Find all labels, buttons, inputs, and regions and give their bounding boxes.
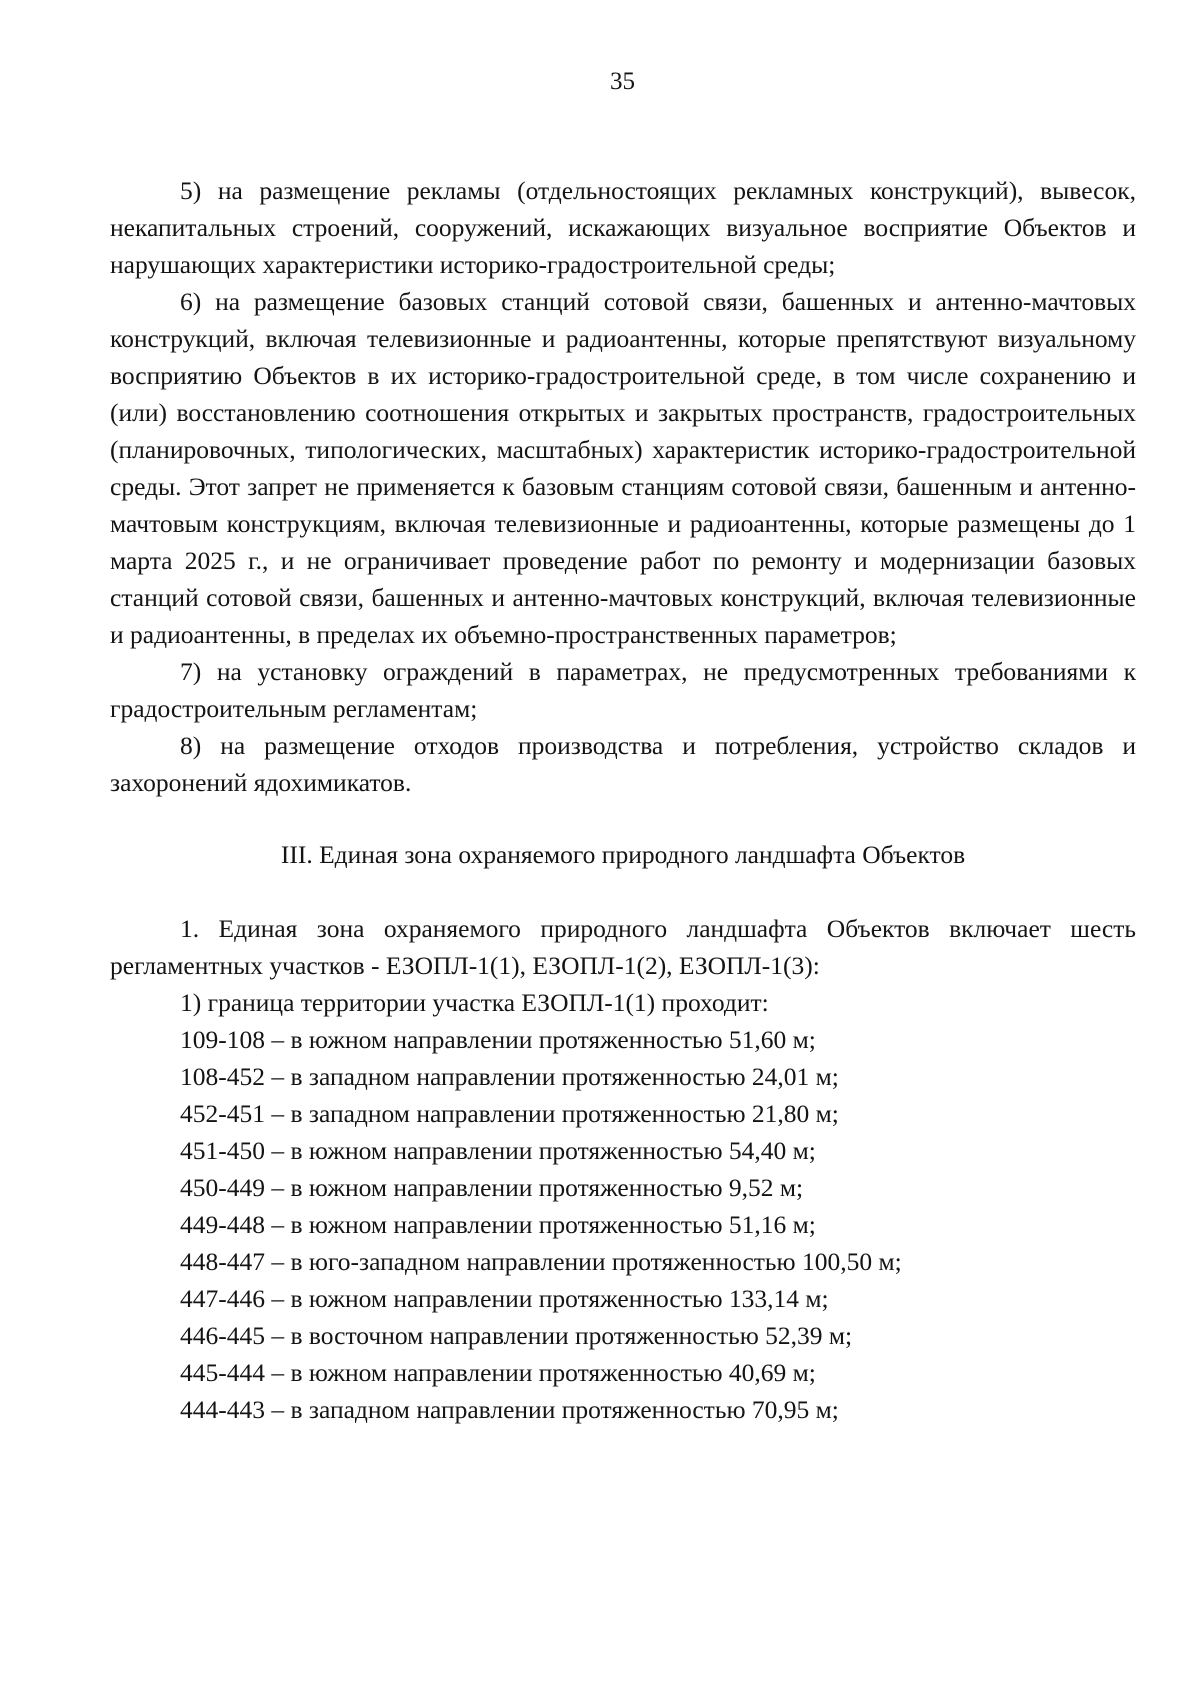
- boundary-segment-line: 452-451 – в западном направлении протяженностью 21,80 м;: [180, 1099, 839, 1128]
- document-body: [110, 172, 1136, 1428]
- paragraph-item-7: 7) на установку ограждений в параметрах, не предусмотренных требованиями к градостроительным регламентам;: [110, 657, 1136, 723]
- boundary-segment-line: 448-447 – в юго-западном направлении протяженностью 100,50 м;: [180, 1247, 902, 1276]
- section-heading: III. Единая зона охраняемого природного ландшафта Объектов: [280, 840, 966, 869]
- boundary-segment-line: 109-108 – в южном направлении протяженностью 51,60 м;: [180, 1025, 816, 1054]
- boundary-segment-line: 450-449 – в южном направлении протяженностью 9,52 м;: [180, 1173, 804, 1202]
- page-number: 35: [610, 68, 635, 95]
- boundary-segment-line: 446-445 – в восточном направлении протяженностью 52,39 м;: [180, 1321, 853, 1350]
- boundary-segment-line: 444-443 – в западном направлении протяженностью 70,95 м;: [180, 1395, 839, 1424]
- boundary-segment-line: 445-444 – в южном направлении протяженностью 40,69 м;: [180, 1358, 816, 1387]
- boundary-segment-line: 451-450 – в южном направлении протяженностью 54,40 м;: [180, 1136, 816, 1165]
- paragraph-item-8: 8) на размещение отходов производства и потребления, устройство складов и захоронений ядохимикатов.: [110, 731, 1136, 797]
- boundary-segment-line: 108-452 – в западном направлении протяженностью 24,01 м;: [180, 1062, 839, 1091]
- paragraph-item-6: 6) на размещение базовых станций сотовой связи, башенных и антенно-мачтовых конструкций, включая телевизионные и радиоантенны, которые препятствуют визуальному восприятию Объектов в их историко-градостроительной среде, в том числе сохранению и (или) восстановлению соотношения открытых и закрытых пространств, градостроительных (планировочных, типологических, масштабных) характеристик историко-градостроительной среды. Этот запрет не применяется к базовым станциям сотовой связи, башенным и антенно-мачтовым конструкциям, включая телевизионные и радиоантенны, которые размещены до 1 марта 2025 г., и не ограничивает проведение работ по ремонту и модернизации базовых станций сотовой связи, башенных и антенно-мачтовых конструкций, включая телевизионные и радиоантенны, в пределах их объемно-пространственных параметров;: [110, 287, 1136, 649]
- paragraph-item-5: 5) на размещение рекламы (отдельностоящих рекламных конструкций), вывесок, некапитальных строений, сооружений, искажающих визуальное восприятие Объектов и нарушающих характеристики историко-градостроительной среды;: [110, 176, 1136, 279]
- boundary-intro-line: 1) граница территории участка ЕЗОПЛ-1(1) проходит:: [180, 988, 769, 1017]
- paragraph-section-intro: 1. Единая зона охраняемого природного ландшафта Объектов включает шесть регламентных участков - ЕЗОПЛ-1(1), ЕЗОПЛ-1(2), ЕЗОПЛ-1(3):: [110, 914, 1136, 980]
- boundary-segment-line: 447-446 – в южном направлении протяженностью 133,14 м;: [180, 1284, 829, 1313]
- boundary-segment-line: 449-448 – в южном направлении протяженностью 51,16 м;: [180, 1210, 816, 1239]
